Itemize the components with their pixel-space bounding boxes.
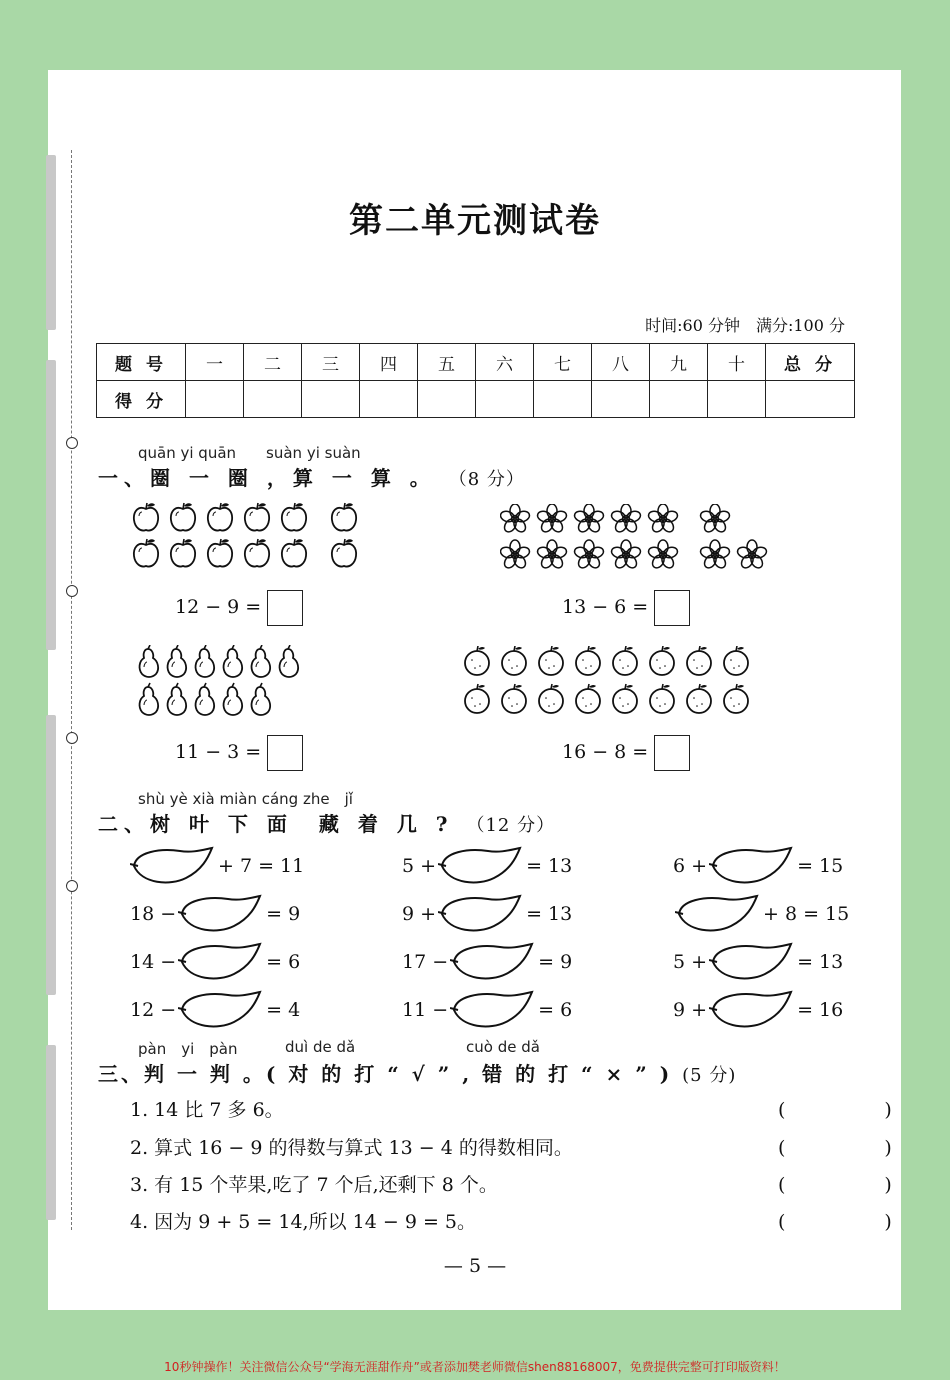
- leaf-equation: [130, 990, 300, 1030]
- leaf-icon[interactable]: [675, 894, 761, 934]
- pear-icon: [168, 645, 187, 677]
- score-col: 二: [244, 344, 302, 381]
- orange-icon: [465, 684, 489, 713]
- leaf-post: = 9: [538, 951, 573, 973]
- leaf-post: = 15: [797, 855, 844, 877]
- answer-box[interactable]: [267, 590, 303, 626]
- answer-box[interactable]: [654, 735, 690, 771]
- pear-icon: [196, 683, 215, 715]
- equation-text: 11 − 3 =: [175, 741, 262, 763]
- score-cell[interactable]: [418, 381, 476, 418]
- leaf-equation: [673, 894, 849, 934]
- score-col: 七: [534, 344, 592, 381]
- leaf-equation: [402, 942, 572, 982]
- pear-icon: [168, 683, 187, 715]
- flower-icon: [610, 540, 642, 570]
- equation-text: 16 − 8 =: [562, 741, 649, 763]
- score-col: 六: [476, 344, 534, 381]
- apple-icon: [245, 503, 269, 531]
- orange-icon: [724, 646, 748, 675]
- leaf-icon[interactable]: [130, 846, 216, 886]
- leaf-pre: 18 −: [130, 903, 177, 925]
- leaf-pre: 5 +: [402, 855, 437, 877]
- score-col: 四: [360, 344, 418, 381]
- leaf-equation: [402, 990, 572, 1030]
- score-col: 九: [650, 344, 708, 381]
- leaf-icon[interactable]: [438, 846, 524, 886]
- leaf-post: = 6: [266, 951, 301, 973]
- apple-icon: [171, 539, 195, 567]
- leaf-icon[interactable]: [709, 990, 795, 1030]
- leaf-equation: [402, 846, 572, 886]
- answer-box[interactable]: [267, 735, 303, 771]
- equation-text: 12 − 9 =: [175, 596, 262, 618]
- flower-icon: [536, 540, 568, 570]
- leaf-equation: [673, 942, 843, 982]
- binding-bar: [46, 360, 56, 650]
- apple-icon: [134, 503, 158, 531]
- orange-icon: [502, 684, 526, 713]
- leaf-equation: [402, 894, 572, 934]
- section1-pinyin: quān yi quān suàn yi suàn: [138, 444, 361, 462]
- binding-hole: [66, 880, 78, 892]
- orange-icon: [539, 684, 563, 713]
- section3-pinyin-2: duì de dǎ: [285, 1038, 356, 1056]
- leaf-post: + 8 = 15: [763, 903, 850, 925]
- page-number: — 5 —: [443, 1255, 507, 1277]
- leaf-post: = 16: [797, 999, 844, 1021]
- equation-text: 13 − 6 =: [562, 596, 649, 618]
- binding-bar: [46, 1045, 56, 1220]
- orange-icon: [539, 646, 563, 675]
- score-cell[interactable]: [650, 381, 708, 418]
- promo-footer: 10秒钟操作！关注微信公众号“学海无涯甜作舟”或者添加樊老师微信shen88168007，免费提供完整可打印版资料！: [164, 1360, 786, 1374]
- equation-4: [562, 735, 690, 771]
- apple-group: [132, 500, 382, 575]
- flower-icon: [536, 504, 568, 534]
- score-total-head: 总 分: [766, 344, 855, 381]
- apple-icon: [208, 503, 232, 531]
- pear-icon: [252, 683, 271, 715]
- flower-icon: [500, 504, 531, 534]
- leaf-icon[interactable]: [438, 894, 524, 934]
- orange-icon: [613, 646, 637, 675]
- orange-icon: [724, 684, 748, 713]
- binding-bar: [46, 155, 56, 330]
- leaf-post: = 9: [266, 903, 301, 925]
- pear-icon: [252, 645, 271, 677]
- score-cell[interactable]: [302, 381, 360, 418]
- apple-icon: [245, 539, 269, 567]
- section1-points: （8 分）: [448, 469, 525, 490]
- flower-icon: [610, 504, 642, 534]
- pear-icon: [140, 645, 159, 677]
- pear-group: [135, 645, 315, 720]
- pear-icon: [196, 645, 215, 677]
- flower-icon: [699, 540, 731, 570]
- equation-3: [175, 735, 303, 771]
- score-head: 题 号: [97, 344, 186, 381]
- leaf-pre: 17 −: [402, 951, 449, 973]
- flower-icon: [573, 504, 605, 534]
- leaf-icon[interactable]: [709, 846, 795, 886]
- cut-line: [71, 150, 72, 1230]
- leaf-pre: 5 +: [673, 951, 708, 973]
- score-col: 五: [418, 344, 476, 381]
- leaf-post: + 7 = 11: [218, 855, 305, 877]
- score-total-cell[interactable]: [766, 381, 855, 418]
- apple-icon: [134, 539, 158, 567]
- leaf-equation: [130, 942, 300, 982]
- orange-icon: [687, 646, 711, 675]
- score-cell[interactable]: [592, 381, 650, 418]
- binding-hole: [66, 732, 78, 744]
- leaf-pre: 9 +: [402, 903, 437, 925]
- leaf-post: = 4: [266, 999, 301, 1021]
- leaf-post: = 13: [526, 855, 573, 877]
- leaf-equation: [673, 846, 843, 886]
- section2-points: （12 分）: [466, 815, 556, 836]
- leaf-pre: 6 +: [673, 855, 708, 877]
- score-cell[interactable]: [534, 381, 592, 418]
- apple-icon: [282, 539, 306, 567]
- score-cell[interactable]: [476, 381, 534, 418]
- answer-paren[interactable]: ( ): [778, 1137, 932, 1159]
- answer-paren[interactable]: ( ): [778, 1211, 932, 1233]
- leaf-pre: 9 +: [673, 999, 708, 1021]
- flower-icon: [647, 504, 679, 534]
- section3-title-text: 三、判 一 判 。( 对 的 打 “ √ ” , 错 的 打 “ × ” ): [98, 1062, 673, 1086]
- leaf-icon[interactable]: [450, 942, 536, 982]
- equation-1: [175, 590, 303, 626]
- flower-icon: [647, 540, 679, 570]
- judge-item-4: 4. 因为 9 + 5 = 14,所以 14 − 9 = 5。: [130, 1211, 476, 1233]
- orange-icon: [502, 646, 526, 675]
- flower-icon: [500, 540, 531, 570]
- apple-icon: [208, 539, 232, 567]
- apple-icon: [332, 539, 356, 567]
- leaf-icon[interactable]: [178, 990, 264, 1030]
- pear-icon: [280, 645, 299, 677]
- score-cell[interactable]: [360, 381, 418, 418]
- pear-icon: [224, 683, 243, 715]
- answer-paren[interactable]: ( ): [778, 1099, 932, 1121]
- flower-icon: [573, 540, 605, 570]
- leaf-pre: 14 −: [130, 951, 177, 973]
- pear-icon: [140, 683, 159, 715]
- orange-icon: [687, 684, 711, 713]
- section3-points: (5 分): [682, 1065, 737, 1086]
- leaf-post: = 13: [797, 951, 844, 973]
- equation-2: [562, 590, 690, 626]
- score-col: 八: [592, 344, 650, 381]
- flower-icon: [699, 504, 731, 534]
- orange-group: [462, 646, 762, 721]
- orange-icon: [650, 684, 674, 713]
- score-cell[interactable]: [244, 381, 302, 418]
- pear-icon: [224, 645, 243, 677]
- orange-icon: [576, 684, 600, 713]
- judge-item-3: 3. 有 15 个苹果,吃了 7 个后,还剩下 8 个。: [130, 1174, 498, 1196]
- apple-icon: [171, 503, 195, 531]
- answer-paren[interactable]: ( ): [778, 1174, 932, 1196]
- section1-title-text: 一、圈 一 圈 ，算 一 算 。: [98, 466, 436, 490]
- flower-group: [500, 504, 780, 574]
- section2-pinyin: shù yè xià miàn cáng zhe jǐ: [138, 790, 353, 808]
- score-cell[interactable]: [708, 381, 766, 418]
- score-value-row: [97, 381, 855, 418]
- leaf-icon[interactable]: [178, 894, 264, 934]
- leaf-equation: [673, 990, 843, 1030]
- section1-title: [98, 462, 525, 491]
- section3-pinyin-1: pàn yi pàn: [138, 1040, 238, 1058]
- orange-icon: [650, 646, 674, 675]
- apple-icon: [282, 503, 306, 531]
- leaf-pre: 12 −: [130, 999, 177, 1021]
- score-col: 三: [302, 344, 360, 381]
- page-title: 第二单元测试卷: [349, 201, 601, 241]
- exam-meta: 时间:60 分钟 满分:100 分: [645, 316, 845, 335]
- score-col: 十: [708, 344, 766, 381]
- leaf-icon[interactable]: [709, 942, 795, 982]
- score-table: [96, 343, 855, 418]
- score-cell[interactable]: [186, 381, 244, 418]
- apple-icon: [332, 503, 356, 531]
- section2-title-text: 二、树 叶 下 面 藏 着 几 ?: [98, 812, 454, 836]
- section2-title: [98, 808, 555, 837]
- answer-box[interactable]: [654, 590, 690, 626]
- section3-pinyin-3: cuò de dǎ: [466, 1038, 540, 1056]
- judge-item-2: 2. 算式 16 − 9 的得数与算式 13 − 4 的得数相同。: [130, 1137, 573, 1159]
- binding-hole: [66, 585, 78, 597]
- leaf-icon[interactable]: [178, 942, 264, 982]
- binding-bar: [46, 715, 56, 995]
- binding-hole: [66, 437, 78, 449]
- leaf-post: = 13: [526, 903, 573, 925]
- leaf-pre: 11 −: [402, 999, 449, 1021]
- leaf-equation: [130, 894, 300, 934]
- flower-icon: [736, 540, 768, 570]
- orange-icon: [576, 646, 600, 675]
- judge-item-1: 1. 14 比 7 多 6。: [130, 1099, 284, 1121]
- orange-icon: [465, 646, 489, 675]
- section3-title: [98, 1058, 736, 1087]
- score-col: 一: [186, 344, 244, 381]
- orange-icon: [613, 684, 637, 713]
- leaf-equation: [128, 846, 304, 886]
- score-label: 得 分: [97, 381, 186, 418]
- leaf-post: = 6: [538, 999, 573, 1021]
- score-header-row: [97, 344, 855, 381]
- leaf-icon[interactable]: [450, 990, 536, 1030]
